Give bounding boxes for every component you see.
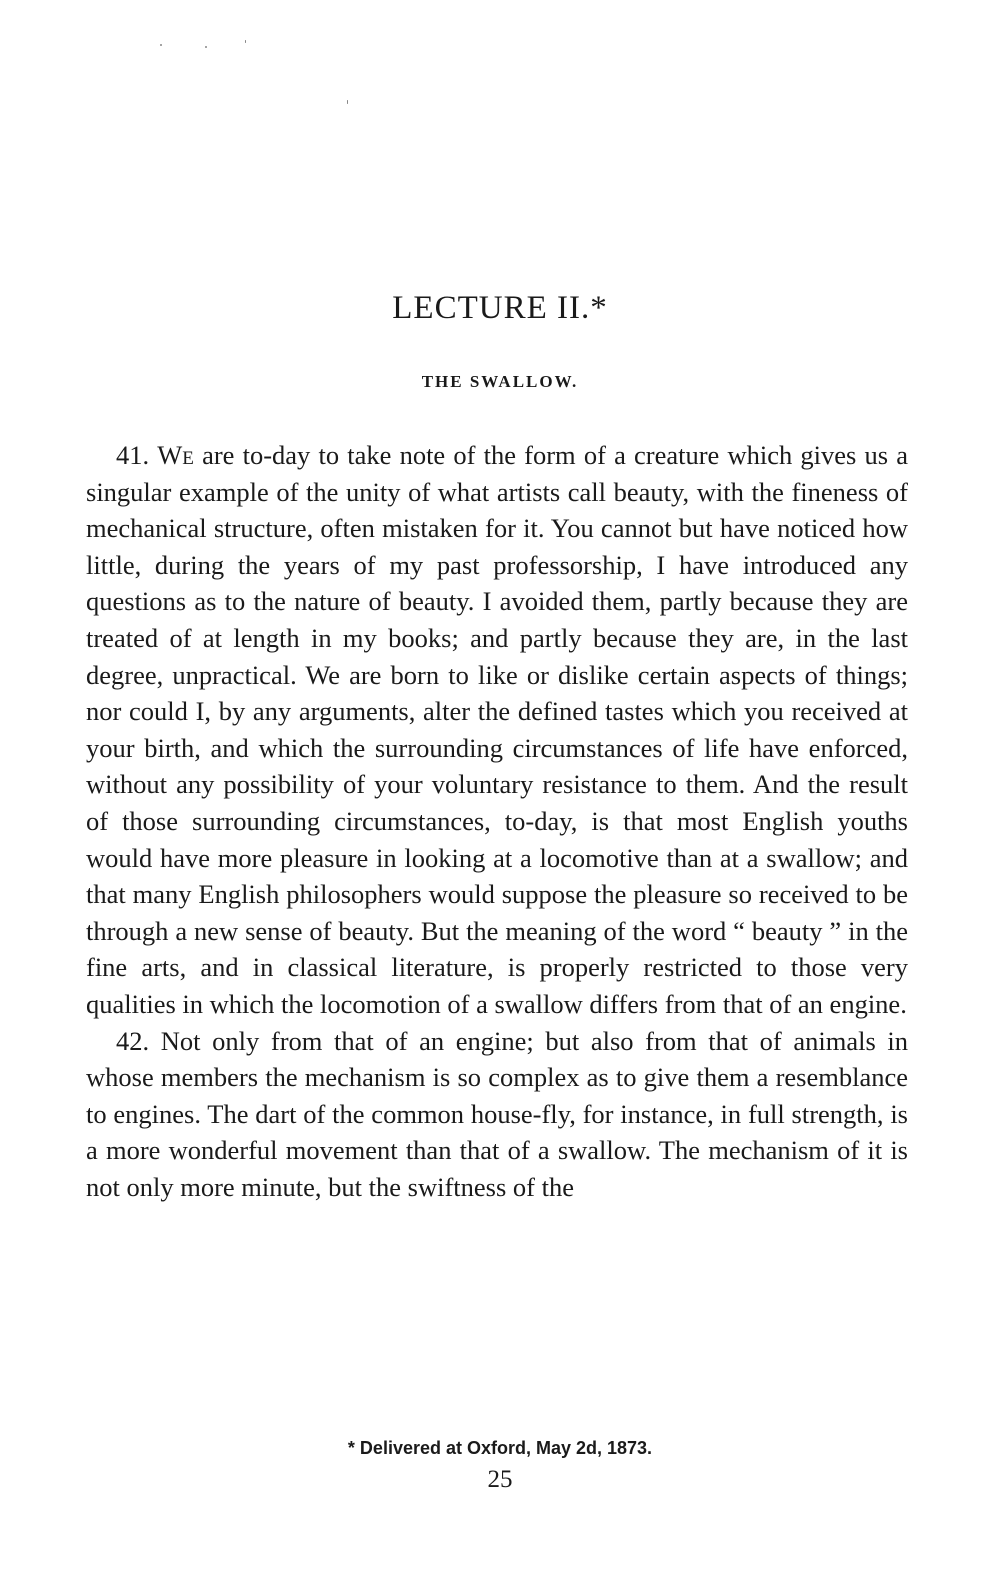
- paragraph-41: [86, 437, 908, 1023]
- body-text: [86, 437, 908, 1205]
- paragraph-number: 42.: [116, 1025, 150, 1056]
- paragraph-text: Not only from that of an engine; but also from that of animals in whose members the mechanism is so complex as to give them a resemblance to engines. The dart of the common house-fly, for instance, in full strength, is a more wonderful movement than that of a swallow. The mechanism of it is not only more minute, but the swiftness of the: [86, 1025, 909, 1202]
- lecture-subtitle: THE SWALLOW.: [421, 372, 579, 391]
- paragraph-42: [86, 1023, 908, 1206]
- paragraph-number: 41.: [116, 440, 150, 470]
- paragraph-lead-word: We: [157, 440, 194, 470]
- lecture-title: LECTURE II.*: [392, 290, 608, 326]
- scan-speck: [205, 46, 207, 48]
- paragraph-text: are to-day to take note of the form of a creature which gives us a singular example of the unity of what artists call beauty, with the fineness of mechanical structure, often mistaken for it. You cannot but have noticed how little, during the years of my past professorship, I have introduced any questions as to the nature of beauty. I avoided them, partly because they are treated of at length in my books; and partly because they are, in the last degree, unpractical. We are born to like or dislike certain aspects of things; nor could I, by any arguments, alter the defined tastes which you received at your birth, and which the surrounding circumstances of life have enforced, without any possibility of your voluntary resistance to them. And the result of those surrounding circumstances, to-day, is that most English youths would have more pleasure in looking at a locomotive than at a swallow; and that many English philosophers would suppose the pleasure so received to be through a new sense of beauty. But the meaning of the word “ beauty ” in the fine arts, and in classical literature, is properly restricted to those very qualities in which the locomotion of a swallow differs from that of an engine.: [86, 440, 908, 1019]
- footnote: * Delivered at Oxford, May 2d, 1873.: [347, 1438, 653, 1458]
- page-number: 25: [487, 1466, 513, 1493]
- scan-speck: [347, 100, 348, 104]
- scan-speck: [245, 40, 246, 43]
- scan-speck: [160, 44, 162, 46]
